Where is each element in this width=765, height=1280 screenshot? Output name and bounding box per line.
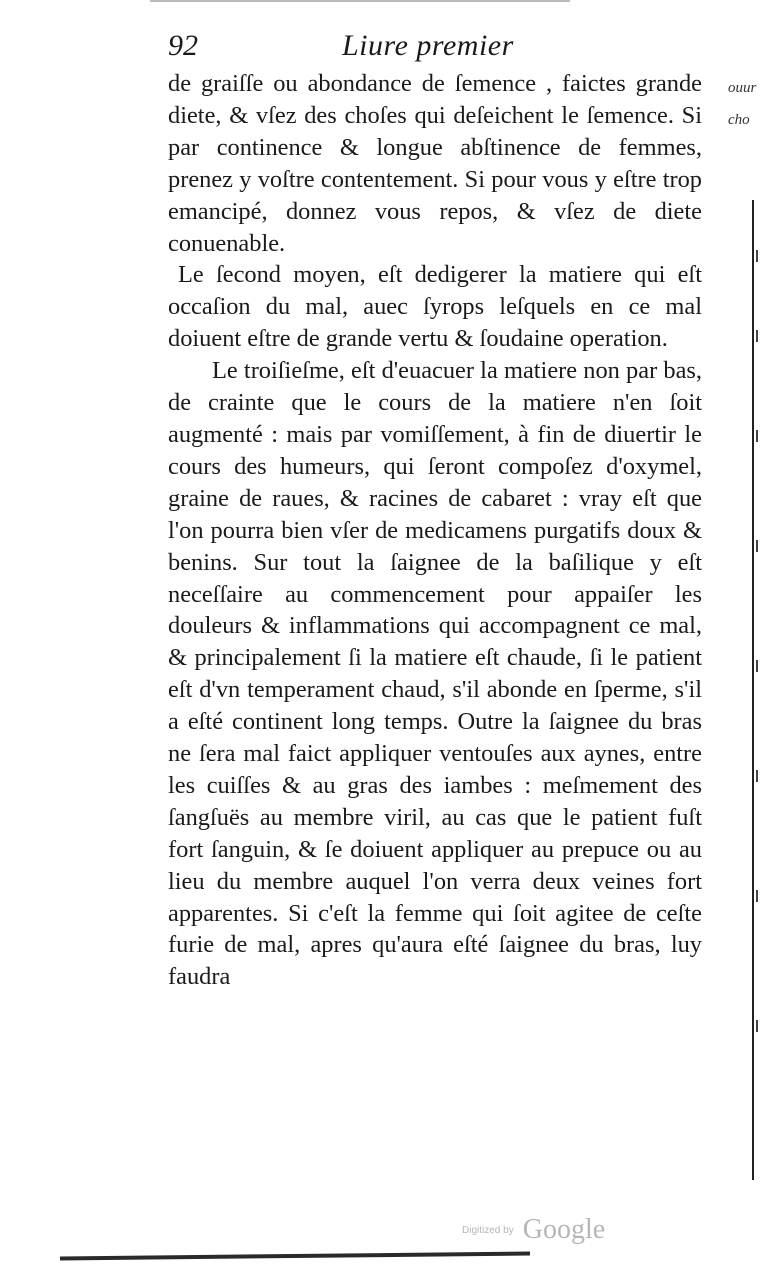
facing-page-mark [756,1020,765,1032]
paragraph: Le troiſieſme, eſt d'euacuer la matiere non par bas, de crainte que le cours de la matiere n'en ſoit augmenté : mais par vomiſſement, à fin de diuertir le cours des humeurs, qui ſeront compoſez d'oxymel, graine de raues, & racines de cabaret : vray eſt que l'on pourra bien vſer de medicamens purgatifs doux & benins. Sur tout la ſaignee de la baſilique y eſt neceſſaire au commencement pour appaiſer les douleurs & inflammations qui accompagnent ce mal, & principalement ſi la matiere eſt chaude, ſi le patient eſt d'vn temperament chaud, s'il abonde en ſperme, s'il a eſté continent long temps. Outre la ſaignee du bras ne ſera mal faict appliquer ventouſes aux aynes, entre les cuiſſes & au gras des iambes : meſmement des ſangſuës au membre viril, au cas que le patient fuſt fort ſanguin, & ſe doiuent appliquer au prepuce ou au lieu du membre auquel l'on verra deux veines fort apparentes. Si c'eſt la femme qui ſoit agitee de ceſte furie de mal, apres qu'aura eſté ſaignee du bras, luy faudra [168,357,702,991]
facing-page-rule [752,200,754,1180]
running-head: Liure premier [342,29,514,62]
facing-page-mark [756,660,765,672]
facing-page-margin [722,70,765,1190]
paragraph: Le ſecond moyen, eſt dedigerer la matiere qui eſt occaſion du mal, auec ſyrops leſquels en ce mal doiuent eſtre de grande vertu & ſoudaine operation. [168,261,702,353]
facing-page-word: cho [728,112,750,128]
watermark-brand: Google [522,1214,606,1245]
digitized-watermark [462,1214,605,1254]
facing-page-mark [756,250,765,262]
page-number: 92 [168,29,198,62]
facing-page-word: ouur [728,80,757,96]
facing-page-mark [756,430,765,442]
bottom-edge-rule [60,1252,530,1261]
page-top-edge [150,0,570,12]
facing-page-mark [756,540,765,552]
paragraph: de graiſſe ou abondance de ſemence , faictes grande diete, & vſez des choſes qui deſeichent le ſemence. Si par continence & longue abſtinence de femmes, prenez y voſtre contentement. Si pour vous y eſtre trop emancipé, donnez vous repos, & vſez de diete conuenable. [168,70,702,257]
facing-page-mark [756,770,765,782]
watermark-prefix: Digitized by [462,1224,514,1236]
body-text [168,68,702,993]
page-header [168,26,708,66]
facing-page-mark [756,890,765,902]
facing-page-mark [756,330,765,342]
